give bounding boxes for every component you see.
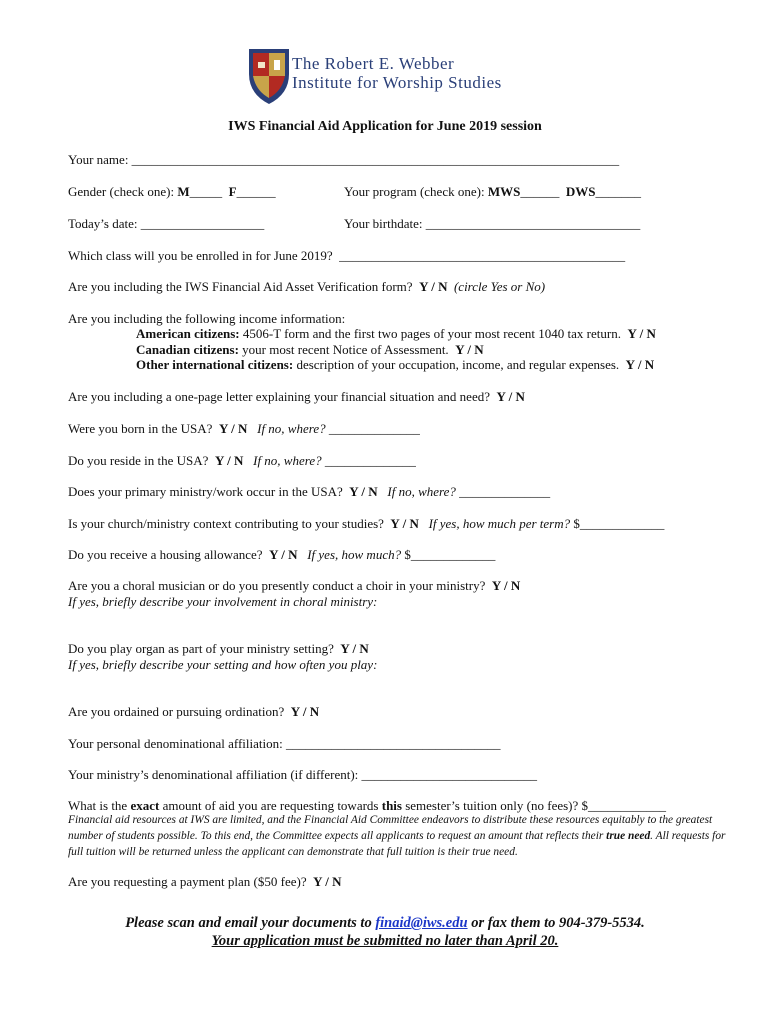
born-blank[interactable]: ______________ [325,421,420,436]
organ-question [68,641,369,657]
asset-hint: (circle Yes or No) [447,279,546,294]
church-blank[interactable]: $_____________ [570,516,665,531]
closing-pre: Please scan and email your documents to [125,915,376,931]
shield-icon [246,46,292,106]
email-link[interactable]: finaid@iws.edu [375,915,468,931]
aid-post[interactable]: semester’s tuition only (no fees)? $____________ [401,798,667,813]
asset-question [68,279,545,295]
asset-yn[interactable]: Y / N [419,279,448,294]
income-question: Are you including the following income information: [68,311,346,326]
class-field[interactable]: Which class will you be enrolled in for June 2019? ____________________________________________ [68,248,626,263]
reside-hint: If no, where? [243,453,322,468]
program-dws-blank[interactable]: _______ [595,184,641,199]
program-dws-option[interactable]: DWS [565,184,596,199]
other-text: description of your occupation, income, and regular expenses. [293,357,626,372]
birthdate-field[interactable]: Your birthdate: _________________________________ [344,216,641,231]
gender-f-blank[interactable]: ______ [236,184,276,199]
program-mws-option[interactable]: MWS [487,184,521,199]
born-hint: If no, where? [247,421,326,436]
choral-yn[interactable]: Y / N [491,578,521,593]
housing-hint: If yes, how much? [297,547,402,562]
born-question [68,421,420,437]
ministry-usa-blank[interactable]: ______________ [455,484,551,499]
american-text: 4506-T form and the first two pages of your most recent 1040 tax return. [239,326,628,341]
housing-question [68,547,495,563]
ordained-yn[interactable]: Y / N [290,704,320,719]
reside-yn[interactable]: Y / N [214,453,244,468]
church-hint: If yes, how much per term? [418,516,571,531]
aid-note-2: . All requests for full tuition will be returned unless the applicant can demonstrate that full tuition is their true need. [68,830,726,858]
ordained-question [68,704,319,720]
ministry-usa-hint: If no, where? [377,484,456,499]
born-text: Were you born in the USA? [68,421,219,436]
other-yn[interactable]: Y / N [625,357,655,372]
logo-line-1: The Robert E. Webber [292,54,455,73]
housing-text: Do you receive a housing allowance? [68,547,270,562]
aid-exact: exact [130,798,160,813]
deadline-text: Your application must be submitted no later than April 20. [211,933,559,949]
other-row [136,357,654,373]
organ-yn[interactable]: Y / N [340,641,369,656]
asset-question-text: Are you including the IWS Financial Aid Asset Verification form? [68,279,420,294]
aid-note [68,812,728,860]
payment-plan-question [68,874,342,890]
aid-this: this [381,798,402,813]
organ-text: Do you play organ as part of your ministry setting? [68,641,341,656]
reside-text: Do you reside in the USA? [68,453,215,468]
name-field[interactable]: Your name: ___________________________________________________________________________ [68,152,620,167]
letter-question [68,389,525,405]
choral-hint: If yes, briefly describe your involvement in choral ministry: [68,594,378,609]
program-mws-blank[interactable]: ______ [520,184,566,199]
canadian-yn[interactable]: Y / N [455,342,484,357]
closing-instructions [0,915,770,932]
gender-f-option[interactable]: F [228,184,237,199]
logo-line-2: Institute for Worship Studies [292,73,502,92]
gender-label: Gender (check one): [68,184,178,199]
ministry-usa-text: Does your primary ministry/work occur in the USA? [68,484,350,499]
aid-note-1: Financial aid resources at IWS are limited, and the Financial Aid Committee endeavors to distribute these resources equitably to the greatest number of students possible. To this end, the Committee expects all applicants to request an amount that reflects their [68,814,713,842]
aid-pre: What is the [68,798,131,813]
other-label: Other international citizens: [136,357,294,372]
reside-question [68,453,416,469]
choral-text: Are you a choral musician or do you presently conduct a choir in your ministry? [68,578,492,593]
church-yn[interactable]: Y / N [390,516,419,531]
ministry-usa-yn[interactable]: Y / N [349,484,378,499]
ministry-usa-question [68,484,550,500]
ministry-denomination-field[interactable]: Your ministry’s denominational affiliation (if different): ___________________________ [68,767,538,782]
american-row [136,326,656,342]
choral-question [68,578,520,594]
deadline-note [0,933,770,950]
gender-m-blank[interactable]: _____ [189,184,229,199]
payment-text: Are you requesting a payment plan ($50 fee)? [68,874,314,889]
logo-wordmark [292,54,502,92]
aid-mid: amount of aid you are requesting towards [159,798,382,813]
canadian-row [136,342,484,358]
housing-yn[interactable]: Y / N [269,547,298,562]
program-label: Your program (check one): [344,184,488,199]
church-text: Is your church/ministry context contributing to your studies? [68,516,391,531]
letter-text: Are you including a one-page letter explaining your financial situation and need? [68,389,497,404]
personal-denomination-field[interactable]: Your personal denominational affiliation: _________________________________ [68,736,501,751]
program-field[interactable] [344,184,641,200]
born-yn[interactable]: Y / N [218,421,248,436]
reside-blank[interactable]: ______________ [321,453,416,468]
aid-note-bold: true need [606,830,651,842]
canadian-text: your most recent Notice of Assessment. [238,342,456,357]
payment-yn[interactable]: Y / N [313,874,342,889]
closing-post: or fax them to 904-379-5534. [467,915,645,931]
canadian-label: Canadian citizens: [136,342,239,357]
letter-yn[interactable]: Y / N [496,389,525,404]
housing-blank[interactable]: $_____________ [401,547,496,562]
todays-date-field[interactable]: Today’s date: ___________________ [68,216,265,231]
page-title: IWS Financial Aid Application for June 2019 session [228,119,542,134]
ordained-text: Are you ordained or pursuing ordination? [68,704,291,719]
american-label: American citizens: [136,326,240,341]
church-question [68,516,664,532]
american-yn[interactable]: Y / N [627,326,656,341]
organ-hint: If yes, briefly describe your setting and how often you play: [68,657,378,672]
gender-field[interactable] [68,184,276,200]
gender-m-option[interactable]: M [177,184,190,199]
